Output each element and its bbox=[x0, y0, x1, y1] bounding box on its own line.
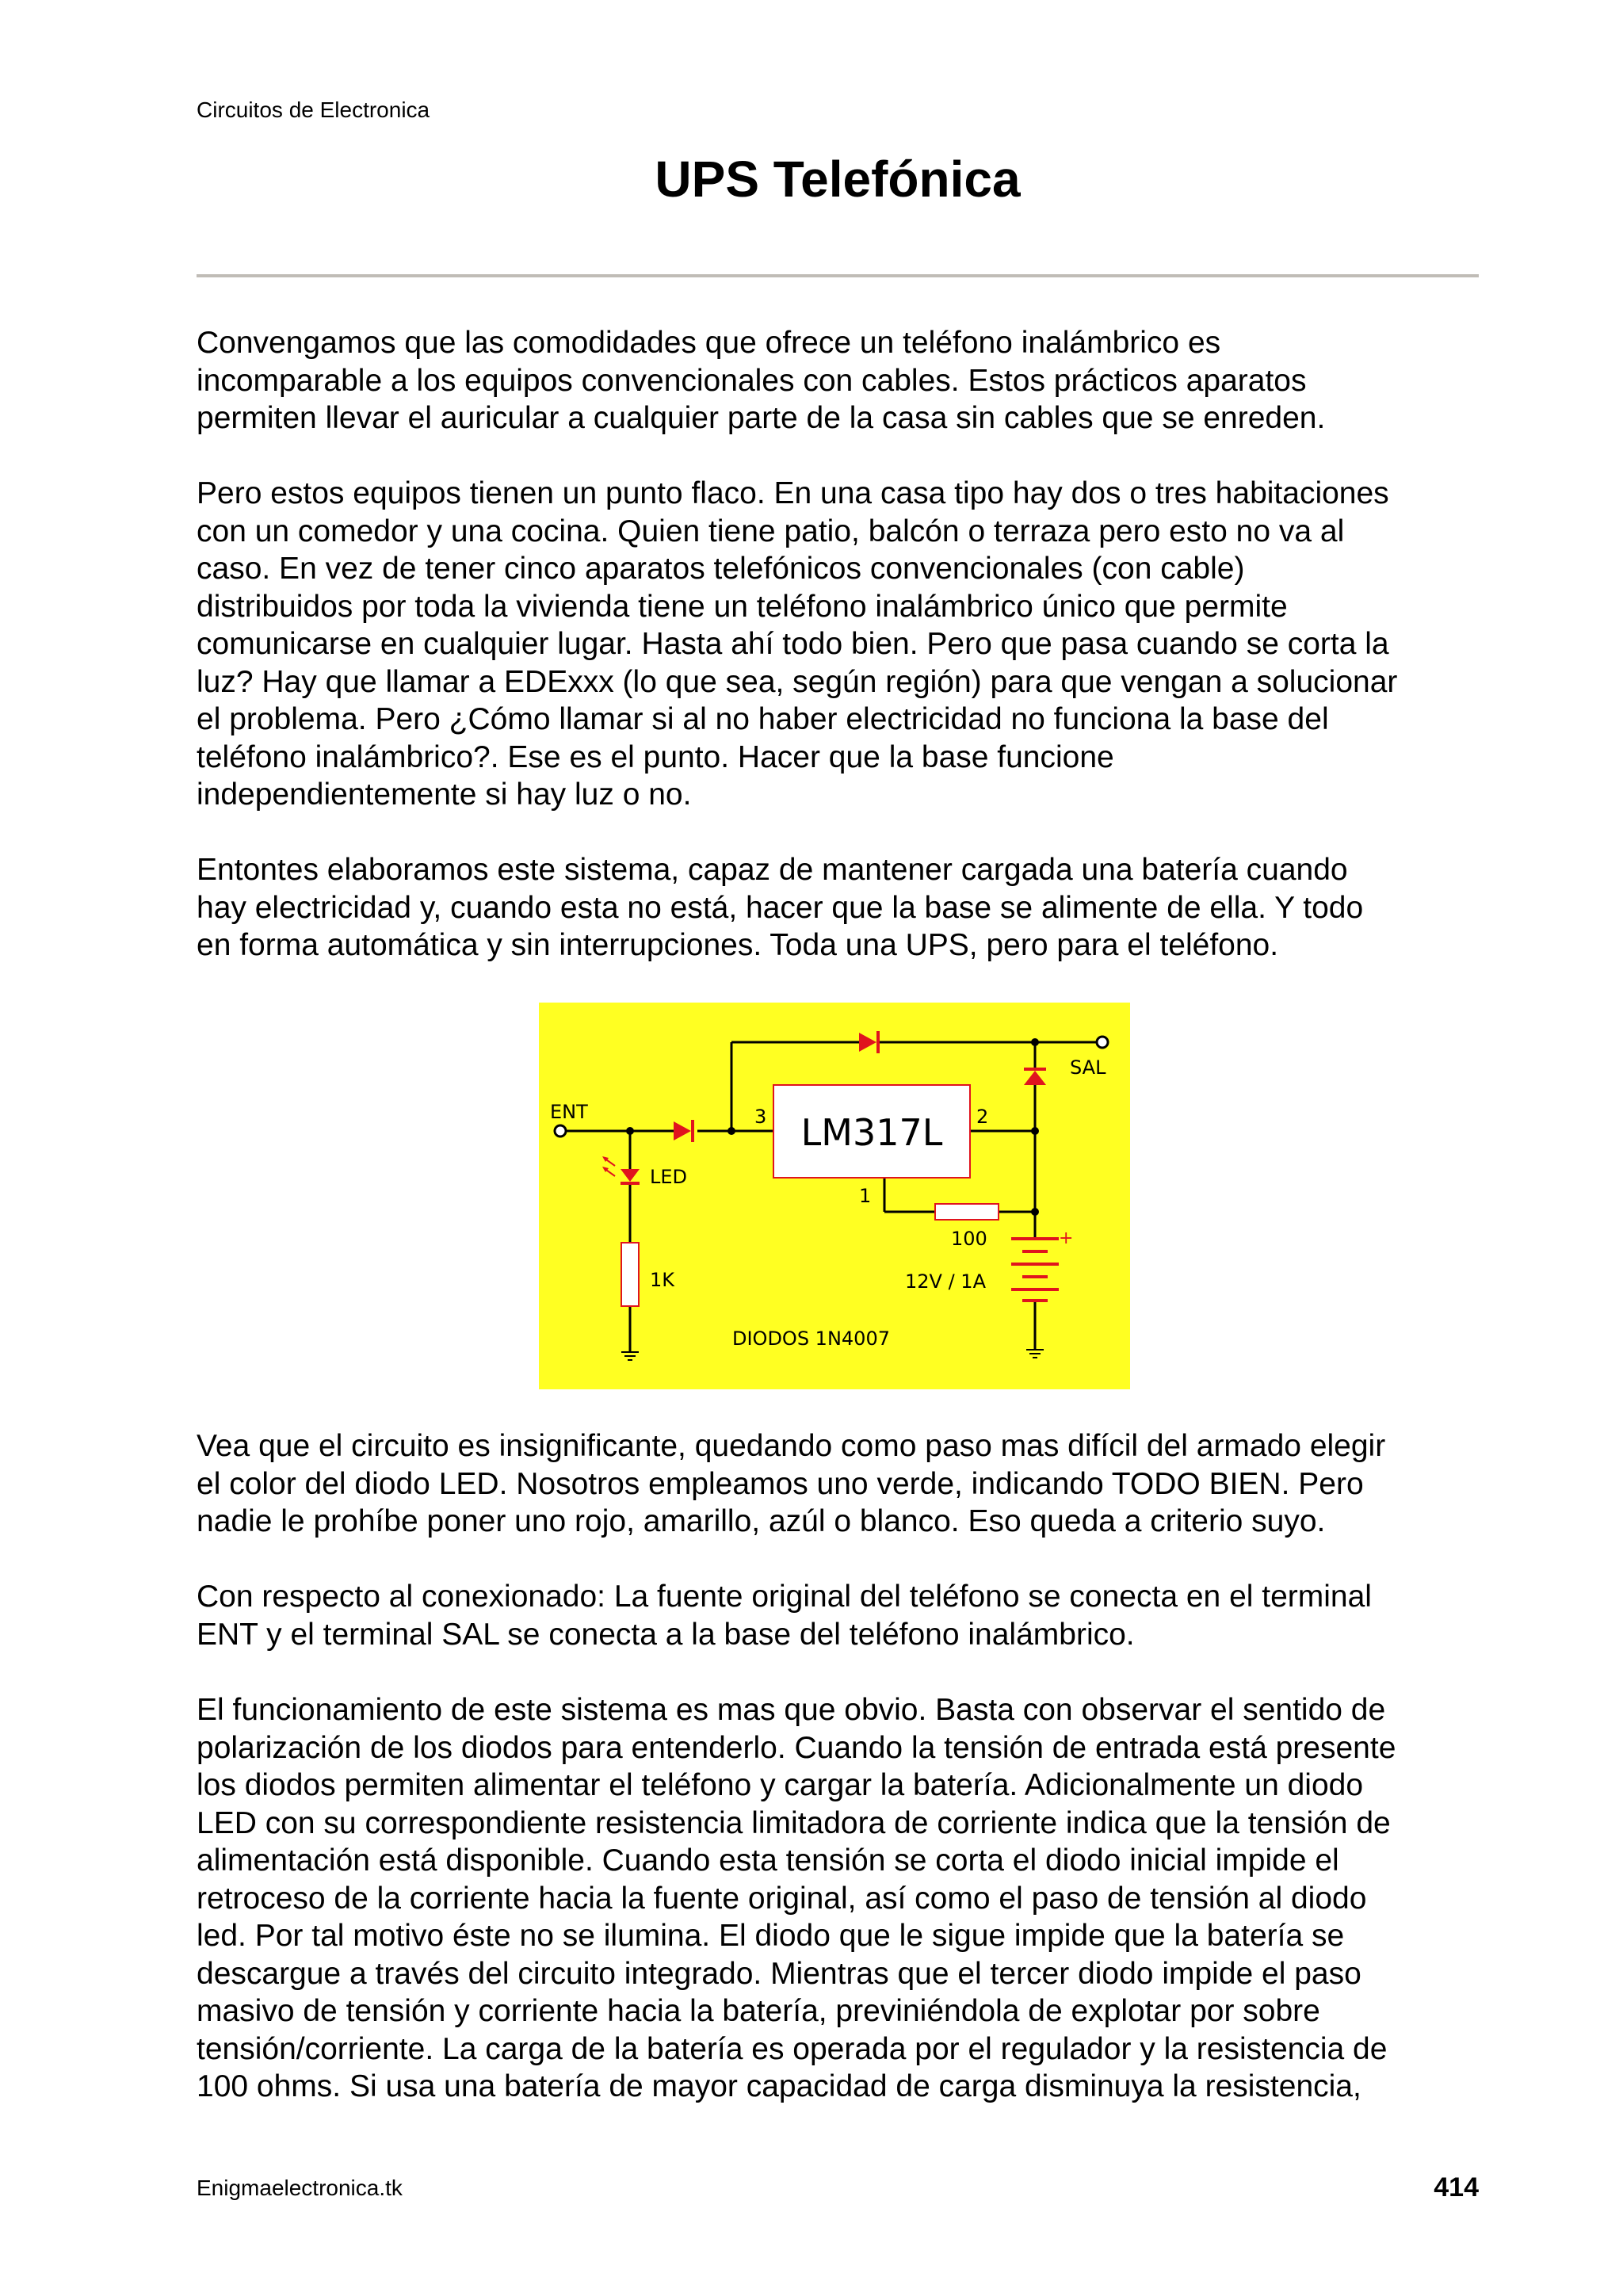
page-number: 414 bbox=[1434, 2172, 1479, 2202]
terminal-sal bbox=[1097, 1037, 1108, 1048]
label-battery-plus: + bbox=[1059, 1228, 1074, 1248]
paragraph-intro: Convengamos que las comodidades que ofrece un teléfono inalámbrico es incomparable a los equipos convencionales con cables. Estos prácticos aparatos permiten llevar el auricular a cualquier parte de la casa sin cables que se enreden. bbox=[197, 326, 1326, 435]
resistor-1k bbox=[621, 1243, 639, 1306]
label-pin-1: 1 bbox=[859, 1185, 872, 1207]
running-header: Circuitos de Electronica bbox=[197, 97, 430, 122]
circuit-schematic bbox=[539, 1003, 1130, 1389]
label-led: LED bbox=[650, 1166, 688, 1188]
regulator-label: LM317L bbox=[800, 1111, 943, 1154]
label-diodes: DIODOS 1N4007 bbox=[732, 1328, 890, 1350]
label-battery: 12V / 1A bbox=[905, 1270, 986, 1293]
paragraph-problem: Pero estos equipos tienen un punto flaco. En una casa tipo hay dos o tres habitaciones con un comedor y una cocina. Quien tiene patio, balcón o terraza pero esto no va al caso. En vez de tener cinco aparatos telefónicos convencionales (con cable) distribuidos por toda la vivienda tiene un teléfono inalámbrico único que permite comunicarse en cualquier lugar. Hasta ahí todo bien. Pero que pasa cuando se corta la luz? Hay que llamar a EDExxx (lo que sea, según región) para que vengan a solucionar el problema. Pero ¿Cómo llamar si al no haber electricidad no funciona la base del teléfono inalámbrico?. Ese es el punto. Hacer que la base funcione independientemente si hay luz o no. bbox=[197, 476, 1398, 812]
label-ent: ENT bbox=[550, 1101, 588, 1123]
terminal-ent bbox=[555, 1125, 566, 1137]
label-sal: SAL bbox=[1070, 1056, 1106, 1079]
resistor-100 bbox=[935, 1204, 999, 1220]
page-title: UPS Telefónica bbox=[655, 151, 1021, 208]
paragraph-operation: El funcionamiento de este sistema es mas que obvio. Basta con observar el sentido de polarización de los diodos para entenderlo. Cuando la tensión de entrada está presente los diodos permiten alimentar el teléfono y cargar la batería. Adicionalmente un diodo LED con su correspondiente resistencia limitadora de corriente indica que la tensión de alimentación está disponible. Cuando esta tensión se corta el diodo inicial impide el retroceso de la corriente hacia la fuente original, así como el paso de tensión al diodo led. Por tal motivo éste no se ilumina. El diodo que le sigue impide que la batería se descargue a través del circuito integrado. Mientras que el tercer diodo impide el paso masivo de tensión y corriente hacia la batería, previniéndola de explotar por sobre tensión/corriente. La carga de la batería es operada por el regulador y la resistencia de 100 ohms. Si usa una batería de mayor capacidad de carga disminuya la resistencia, bbox=[197, 1693, 1396, 2103]
paragraph-solution: Entontes elaboramos este sistema, capaz de mantener cargada una batería cuando hay electricidad y, cuando esta no está, hacer que la base se alimente de ella. Y todo en forma automática y sin interrupciones. Toda una UPS, pero para el teléfono. bbox=[197, 853, 1364, 962]
paragraph-led-color: Vea que el circuito es insignificante, quedando como paso mas difícil del armado elegir el color del diodo LED. Nosotros empleamos uno verde, indicando TODO BIEN. Pero nadie le prohíbe poner uno rojo, amarillo, azúl o blanco. Eso queda a criterio suyo. bbox=[197, 1429, 1386, 1538]
label-pin-2: 2 bbox=[976, 1106, 989, 1128]
paragraph-connection: Con respecto al conexionado: La fuente original del teléfono se conecta en el terminal ENT y el terminal SAL se conecta a la base del teléfono inalámbrico. bbox=[197, 1580, 1372, 1652]
title-divider bbox=[197, 274, 1479, 277]
label-1k: 1K bbox=[650, 1269, 675, 1291]
footer-site: Enigmaelectronica.tk bbox=[197, 2176, 403, 2200]
label-pin-3: 3 bbox=[754, 1106, 767, 1128]
label-100: 100 bbox=[951, 1228, 987, 1250]
